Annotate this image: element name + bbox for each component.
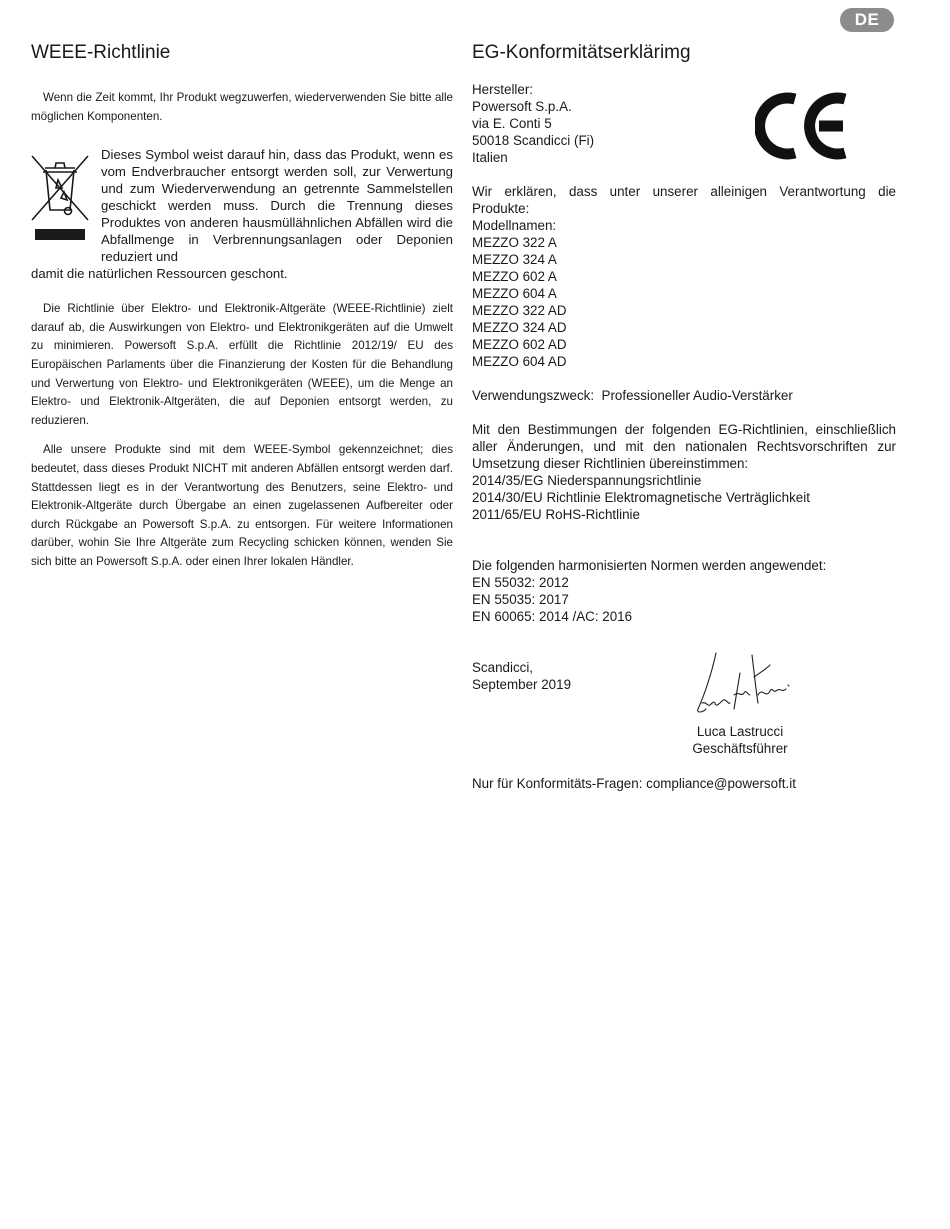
ce-mark-icon <box>755 90 855 162</box>
weee-paragraph-2: Alle unsere Produkte sind mit dem WEEE-Symbol gekennzeichnet; dies bedeutet, dass dieses Produkt NICHT mit anderen Abfällen entsorgt werden darf. Stattdessen liegt es in der Verantwortung des Benutzers, seine Elektro- und Elektronik-Altgeräte durch Übergabe an einen zugelassenen Aufbereiter oder durch Rückgabe an Powersoft S.p.A. zu entsorgen. Für weitere Informationen darüber, wohin Sie Ihre Altgeräte zum Recycling schicken können, wenden Sie sich bitte an Powersoft S.p.A. oder einen Ihrer lokalen Händler. <box>31 443 453 568</box>
manufacturer-line: via E. Conti 5 <box>472 116 552 131</box>
directive-item: 2011/65/EU RoHS-Richtlinie <box>472 507 640 522</box>
norms-list <box>472 574 896 625</box>
weee-title: WEEE-Richtlinie <box>31 42 171 63</box>
model-item: MEZZO 602 AD <box>472 337 567 352</box>
ec-declaration-section <box>472 40 896 792</box>
model-item: MEZZO 324 AD <box>472 320 567 335</box>
manufacturer-line: 50018 Scandicci (Fi) <box>472 133 595 148</box>
signer-title: Geschäftsführer <box>692 741 788 756</box>
manufacturer-label: Hersteller: <box>472 82 534 97</box>
language-badge: DE <box>840 8 894 32</box>
directive-item: 2014/35/EG Niederspannungsrichtlinie <box>472 473 702 488</box>
model-label: Modellnamen: <box>472 218 557 233</box>
model-list <box>472 217 896 370</box>
model-item: MEZZO 604 AD <box>472 354 567 369</box>
weee-symbol-block <box>31 146 453 265</box>
place: Scandicci, <box>472 660 534 675</box>
weee-symbol-text-tail: damit die natürlichen Ressourcen geschont. <box>31 266 288 282</box>
norm-item: EN 60065: 2014 /AC: 2016 <box>472 609 633 624</box>
weee-paragraph-1: Die Richtlinie über Elektro- und Elektronik-Altgeräte (WEEE-Richtlinie) zielt darauf ab, die Auswirkungen von Elektro- und Elektronikgeräten auf die Umwelt zu minimieren. Powersoft S.p.A. erfüllt die Richtlinie 2012/19/ EU des Europäischen Parlaments über die Finanzierung der Kosten für die Behandlung und Verwertung von Elektro- und Elektronikgeräten (WEEE), um die Menge an Elektro- und Elektronik-Altgeräten, die auf Deponien entsorgt werden, zu reduzieren. <box>31 302 453 427</box>
signer <box>672 723 808 757</box>
manufacturer-line: Powersoft S.p.A. <box>472 99 572 114</box>
ec-title: EG-Konformitätserklärimg <box>472 42 691 63</box>
weee-symbol-text: Dieses Symbol weist darauf hin, dass das Produkt, wenn es vom Endverbraucher entsorgt werden soll, zur Verwertung und zum Wiederverwendung an getrennte Sammelstellen geschickt werden muss. Durch die Trennung dieses Produktes von anderen hausmüllähnlichen Abfällen wird die Abfallmenge in Verbrennungsanlagen oder Deponien reduziert und <box>101 147 453 265</box>
purpose-text: Verwendungszweck: Professioneller Audio-Verstärker <box>472 388 793 403</box>
handwritten-signature <box>682 651 802 721</box>
directive-item: 2014/30/EU Richtlinie Elektromagnetische Verträglichkeit <box>472 490 810 505</box>
weee-section <box>31 40 453 572</box>
signature-block <box>472 659 896 769</box>
directives-intro: Mit den Bestimmungen der folgenden EG-Richtlinien, einschließlich aller Änderungen, und mit den nationalen Rechtsvorschriften zur Umsetzung dieser Richtlinien übereinstimmen: <box>472 422 896 471</box>
declaration-text: Wir erklären, dass unter unserer alleinigen Verantwortung die Produkte: <box>472 184 896 216</box>
model-item: MEZZO 324 A <box>472 252 557 267</box>
signer-name: Luca Lastrucci <box>696 724 784 739</box>
model-item: MEZZO 604 A <box>472 286 557 301</box>
model-item: MEZZO 602 A <box>472 269 557 284</box>
model-item: MEZZO 322 AD <box>472 303 567 318</box>
compliance-contact: Nur für Konformitäts-Fragen: compliance@powersoft.it <box>472 776 796 791</box>
directives-list <box>472 472 896 523</box>
date: September 2019 <box>472 677 572 692</box>
weee-intro: Wenn die Zeit kommt, Ihr Produkt wegzuwerfen, wiederverwenden Sie bitte alle möglichen Komponenten. <box>31 91 453 123</box>
norm-item: EN 55035: 2017 <box>472 592 569 607</box>
norm-item: EN 55032: 2012 <box>472 575 569 590</box>
model-item: MEZZO 322 A <box>472 235 557 250</box>
norms-intro: Die folgenden harmonisierten Normen werden angewendet: <box>472 558 827 573</box>
manufacturer-line: Italien <box>472 150 508 165</box>
weee-crossed-bin-icon <box>31 150 89 240</box>
